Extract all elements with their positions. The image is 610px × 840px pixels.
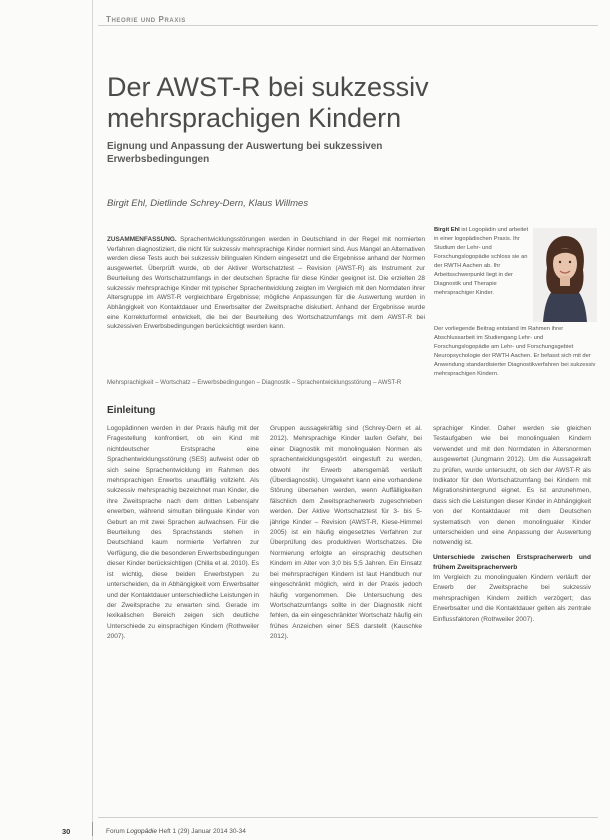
footer-divider	[92, 822, 93, 836]
footer-journal-name: Forum	[106, 828, 125, 835]
text-column-2	[270, 424, 422, 643]
author-list: Birgit Ehl, Dietlinde Schrey-Dern, Klaus Willmes	[107, 198, 309, 209]
article-subtitle	[107, 140, 507, 166]
title-line-2: mehrsprachigen Kindern	[107, 103, 402, 133]
footer-issue: Heft 1 (29) Januar 2014 30-34	[158, 828, 246, 835]
abstract	[107, 235, 425, 332]
author-note-text: ist Logopädin und arbeitet in einer logopädischen Praxis. Ihr Studium der Lehr- und Forschungslogopädie schloss sie an der RWTH Aachen ab. Ihr Arbeitsschwerpunkt liegt in der Diagnostik und Therapie mehrsprachiger Kinder.	[434, 227, 529, 296]
article-title	[107, 72, 527, 134]
author-note-continued: Der vorliegende Beitrag entstand im Rahmen ihrer Abschlussarbeit im Studiengang Lehr- und Forschungslogopädie am Lehr- und Forschungsgebiet Neuropsychologie der RWTH Aachen. Er befasst sich mit der Anwendung standardisierter Diagnostikverfahren bei sukzessiv mehrsprachigen Kindern.	[434, 326, 596, 377]
section-tag: Theorie und Praxis	[106, 15, 186, 24]
title-line-1: Der AWST-R bei sukzessiv	[107, 72, 429, 102]
column-2-paragraph: Gruppen aussagekräftig sind (Schrey-Dern et al. 2012). Mehrsprachige Kinder laufen Gefahr, bei einer Diagnostik mit monolingualen Normen als sprachentwicklungsgestört eingestuft zu werden, obwohl ihr Erwerb altersgemäß verläuft (Überdiagnostik). Umgekehrt kann eine vorhandene Störung übersehen werden, wenn Auffälligkeiten fälschlich dem Zweitspracherwerb zugeschrieben werden. Der Aktive Wortschatztest für 3- bis 5-jährige Kinder – Revision (AWST-R, Kiese-Himmel 2005) ist ein häufig eingesetztes Verfahren zur Überprüfung des produktiven Wortschatzes. Die Normierung erfolgte an einsprachig deutschen Kindern im Alter von 3;0 bis 5;5 Jahren. Ein Einsatz bei mehrsprachigen Kindern ist laut Handbuch nur eingeschränkt möglich, wird in der Praxis jedoch häufig vorgenommen. Die Untersuchung des Wortschatzumfangs sollte in der Diagnostik nicht fehlen, da ein eingeschränkter Wortschatz häufig ein frühes Anzeichen einer SES darstellt (Kauschke 2012).	[270, 425, 422, 641]
abstract-text: Sprachentwicklungsstörungen werden in Deutschland in der Regel mit normierten Verfahren diagnostiziert, die nicht für sukzessiv mehrsprachige Kinder normiert sind. Aus Mangel an Alternativen werden diese Tests auch bei sukzessiv bilingualen Kindern eingesetzt und die Ergebnisse anhand der Normen ausgewertet. Überprüft wurde, ob der Aktiver Wortschatztest – Revision (AWST-R) als Instrument zur Beurteilung des Wortschatzumfangs in der deutschen Sprache für diese Kinder geeignet ist. Die erzielten 28 sukzessiv mehrsprachige Kinder mit typischer Sprachentwicklung zeigten im Vergleich mit den Normdaten ihrer Altersgruppe im AWST-R vergleichbare Ergebnisse; mögliche Anpassungen für die Auswertung wurden in Abhängigkeit von Kontaktdauer und Erwerbsalter der Zweitsprache diskutiert. Anhand der Ergebnisse wurde eine Korrekturformel entwickelt, die bei der Beurteilung des Wortschatzumfangs mit dem AWST-R bei sukzessiven Erwerbsbedingungen berücksichtigt werden kann.	[107, 236, 425, 331]
subtitle-line-2: Erwerbsbedingungen	[107, 154, 210, 165]
column-1-paragraph: Logopädinnen werden in der Praxis häufig mit der Fragestellung konfrontiert, ob ein Kind mit nichtdeutscher Erstsprache eine Sprachentwicklungsstörung (SES) aufweist oder ob sich seine Sprachentwicklung im Rahmen des mehrsprachigen Erwerbs unauffällig vollzieht. Als sukzessiv mehrsprachig bezeichnet man Kinder, die ihre Zweitsprache nach dem dritten Lebensjahr erwerben, während simultan bilinguale Kinder von Geburt an mit zwei Sprachen aufwachsen. Für die Beurteilung des Sprachstands stehen in Deutschland kaum normierte Verfahren zur Verfügung, die die besonderen Erwerbsbedingungen dieser Kinder berücksichtigen (Chilla et al. 2010). Es ist wichtig, diese beiden Erwerbstypen zu unterscheiden, da in Abhängigkeit vom Erwerbsalter und der Kontaktdauer unterschiedliche Leistungen in der Zweitsprache zu erwarten sind. Gerade im lexikalischen Bereich zeigen sich deutliche Unterschiede zu einsprachigen Kindern (Rothweiler 2007).	[107, 425, 259, 641]
author-note-name: Birgit Ehl	[434, 227, 460, 233]
footer-journal-name-italic: Logopädie	[126, 828, 157, 835]
text-column-3	[433, 424, 591, 625]
page-number: 30	[62, 827, 71, 836]
margin-rule	[92, 0, 93, 840]
footer-journal-info	[106, 828, 246, 835]
text-column-1	[107, 424, 259, 643]
abstract-label: ZUSAMMENFASSUNG.	[107, 236, 177, 243]
author-portrait-icon	[533, 228, 597, 322]
section-heading-einleitung: Einleitung	[107, 405, 156, 416]
subtitle-line-1: Eignung und Anpassung der Auswertung bei sukzessiven	[107, 141, 383, 152]
author-photo	[533, 228, 597, 322]
author-note	[434, 226, 530, 298]
column-3-paragraph: sprachiger Kinder. Daher werden sie gleichen Testaufgaben wie bei monolingualen Kindern verwendet und mit den Normdaten in Altersnormen ausgewertet (Jungmann 2012). Um die Aussagekraft zu prüfen, wurde untersucht, ob sich der AWST-R als Indikator für den Wortschatzumfang bei Kindern mit Migrationshintergrund eignet. Es ist anzunehmen, dass sich die Leistungen dieser Kinder in Abhängigkeit von der Kontaktdauer mit dem Deutschen systematisch von denen monolingualer Kinder unterscheiden und eine Anpassung der Auswertung notwendig ist.	[433, 425, 591, 547]
column-3-paragraph-2: Im Vergleich zu monolingualen Kindern verläuft der Erwerb der Zweitsprache bei sukzessiv mehrsprachigen Kindern zeitlich verzögert; das Erwerbsalter und die Kontaktdauer gelten als zentrale Einflussfaktoren (Rothweiler 2007).	[433, 573, 591, 623]
keywords: Mehrsprachigkeit – Wortschatz – Erwerbsbedingungen – Diagnostik – Sprachentwicklungsstörung – AWST-R	[107, 379, 402, 386]
header-rule	[98, 25, 598, 26]
footer-rule	[98, 817, 598, 818]
subsection-heading: Unterschiede zwischen Erstspracherwerb und frühem Zweitspracherwerb	[433, 553, 591, 571]
